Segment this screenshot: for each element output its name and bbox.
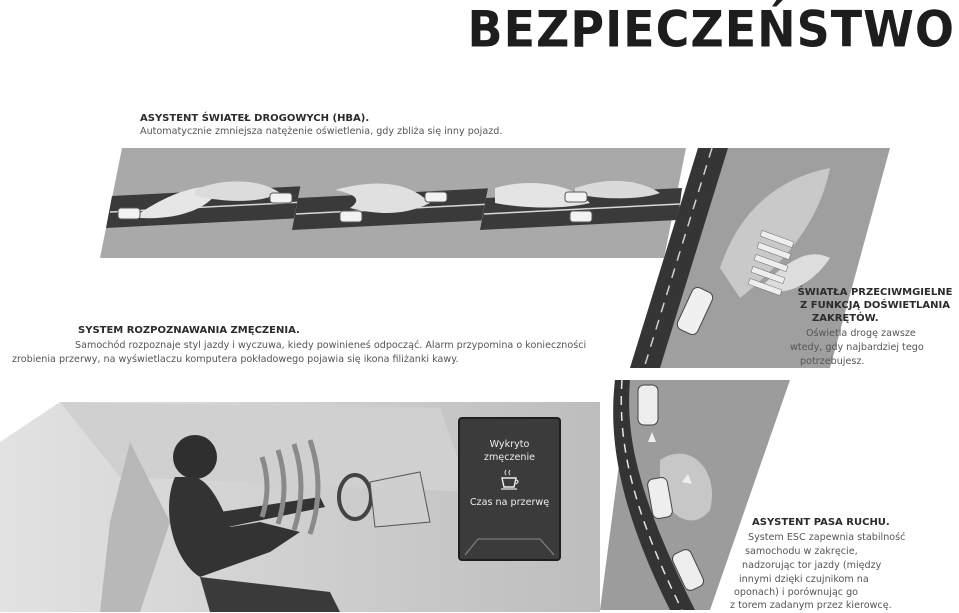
esc-line3: nadzorując tor jazdy (między: [742, 560, 882, 571]
display-line2: zmęczenie: [483, 452, 536, 463]
fatigue-line2: zrobienia przerwy, na wyświetlaczu komputera pokładowego pojawia się ikona filiżanki kawy.: [12, 354, 459, 365]
cornering-heading-line1: ŚWIATŁA PRZECIWMGIELNE: [797, 287, 953, 298]
esc-line5: oponach) i porównując go: [734, 587, 859, 598]
esc-line2: samochodu w zakręcie,: [745, 546, 858, 557]
cornering-heading-line3: ZAKRĘTÓW.: [812, 313, 879, 324]
coffee-cup-icon: [498, 468, 522, 492]
hba-illustration: [100, 148, 700, 268]
cornering-heading-line2: Z FUNKCJĄ DOŚWIETLANIA: [800, 300, 950, 311]
cornering-line2: wtedy, gdy najbardziej tego: [790, 342, 924, 353]
page-title: BEZPIECZEŃSTWO: [467, 0, 955, 59]
hba-heading: ASYSTENT ŚWIATEŁ DROGOWYCH (HBA).: [140, 113, 370, 124]
cornering-line3: potrzebujesz.: [800, 356, 865, 367]
fatigue-display: [458, 417, 561, 561]
fatigue-heading: SYSTEM ROZPOZNAWANIA ZMĘCZENIA.: [78, 325, 300, 336]
esc-heading: ASYSTENT PASA RUCHU.: [752, 517, 890, 528]
display-line1: Wykryto: [489, 439, 530, 450]
fatigue-line1: Samochód rozpoznaje styl jazdy i wyczuwa, kiedy powinieneś odpocząć. Alarm przypomina o konieczności: [75, 340, 587, 351]
hba-text: Automatycznie zmniejsza natężenie oświetlenia, gdy zbliża się inny pojazd.: [140, 126, 503, 137]
cornering-line1: Oświetla drogę zawsze: [806, 328, 916, 339]
display-bezel: [460, 527, 559, 557]
esc-line6: z torem zadanym przez kierowcę.: [730, 600, 892, 611]
esc-line1: System ESC zapewnia stabilność: [748, 532, 906, 543]
display-action: Czas na przerwę: [469, 497, 550, 508]
esc-line4: innymi dzięki czujnikom na: [739, 574, 869, 585]
